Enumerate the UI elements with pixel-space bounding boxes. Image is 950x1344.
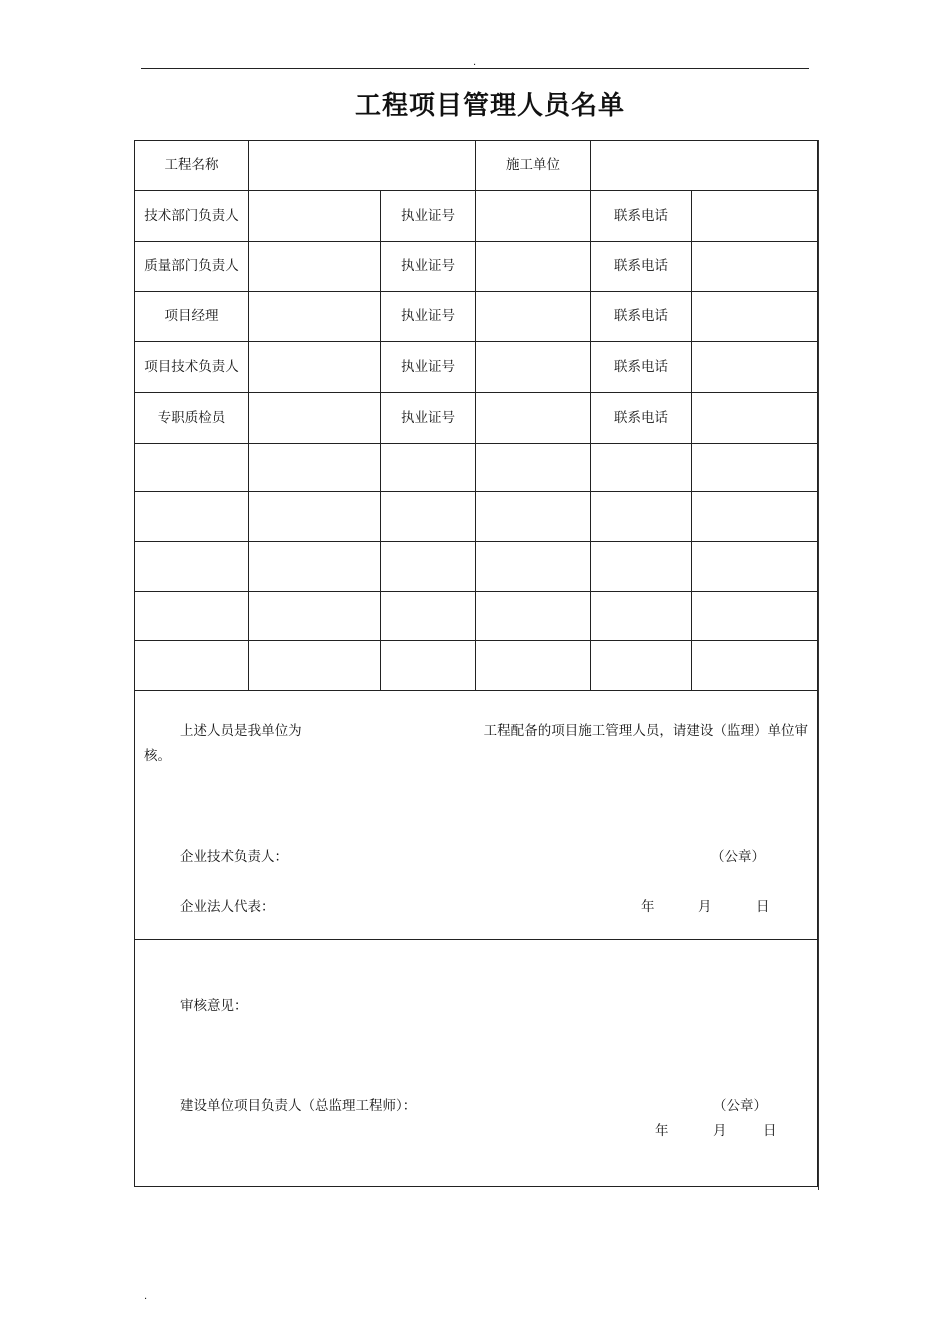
blank-cell[interactable] <box>692 444 818 492</box>
statement-prefix: 上述人员是我单位为 <box>180 723 302 739</box>
review-month-label: 月 <box>713 1123 727 1139</box>
project-name-value[interactable] <box>249 141 476 191</box>
blank-cell[interactable] <box>591 444 692 492</box>
personnel-row <box>135 191 818 242</box>
blank-cell[interactable] <box>692 542 818 592</box>
role-label: 质量部门负责人 <box>135 242 249 292</box>
blank-cell[interactable] <box>381 492 476 542</box>
name-cell[interactable] <box>249 342 381 393</box>
phone-label: 联系电话 <box>591 191 692 242</box>
statement-row <box>135 691 818 940</box>
role-label: 项目经理 <box>135 292 249 342</box>
name-cell[interactable] <box>249 393 381 444</box>
blank-cell[interactable] <box>476 542 591 592</box>
cert-label: 执业证号 <box>381 191 476 242</box>
month-label: 月 <box>698 899 712 915</box>
phone-value[interactable] <box>692 242 818 292</box>
blank-row <box>135 492 818 542</box>
project-row <box>135 141 818 191</box>
personnel-row <box>135 342 818 393</box>
review-day-label: 日 <box>763 1123 777 1139</box>
blank-row <box>135 542 818 592</box>
role-label: 项目技术负责人 <box>135 342 249 393</box>
personnel-table <box>134 140 818 1187</box>
review-seal-label: （公章） <box>713 1098 767 1114</box>
blank-cell[interactable] <box>381 444 476 492</box>
cert-value[interactable] <box>476 292 591 342</box>
personnel-row <box>135 292 818 342</box>
year-label: 年 <box>641 899 655 915</box>
cert-label: 执业证号 <box>381 242 476 292</box>
cert-value[interactable] <box>476 393 591 444</box>
phone-value[interactable] <box>692 191 818 242</box>
cert-label: 执业证号 <box>381 393 476 444</box>
blank-cell[interactable] <box>381 641 476 691</box>
blank-row <box>135 592 818 641</box>
blank-cell[interactable] <box>591 641 692 691</box>
phone-value[interactable] <box>692 342 818 393</box>
cert-label: 执业证号 <box>381 292 476 342</box>
name-cell[interactable] <box>249 292 381 342</box>
name-cell[interactable] <box>249 242 381 292</box>
cert-label: 执业证号 <box>381 342 476 393</box>
phone-value[interactable] <box>692 393 818 444</box>
blank-cell[interactable] <box>135 492 249 542</box>
seal-label: （公章） <box>711 849 765 865</box>
day-label: 日 <box>756 899 770 915</box>
phone-label: 联系电话 <box>591 292 692 342</box>
table-edge-line <box>818 140 819 1190</box>
blank-cell[interactable] <box>476 492 591 542</box>
blank-cell[interactable] <box>692 641 818 691</box>
review-opinion-label: 审核意见： <box>180 998 248 1014</box>
blank-cell[interactable] <box>591 542 692 592</box>
construction-unit-label: 施工单位 <box>476 141 591 191</box>
tech-lead-label: 企业技术负责人： <box>180 849 288 865</box>
legal-rep-label: 企业法人代表： <box>180 899 275 915</box>
statement-cell <box>135 691 818 940</box>
header-rule <box>141 68 809 69</box>
phone-label: 联系电话 <box>591 342 692 393</box>
blank-cell[interactable] <box>249 444 381 492</box>
phone-label: 联系电话 <box>591 242 692 292</box>
project-name-label: 工程名称 <box>135 141 249 191</box>
page-title: 工程项目管理人员名单 <box>354 91 625 121</box>
statement-suffix: 工程配备的项目施工管理人员，请建设（监理）单位审核。 <box>144 723 809 764</box>
blank-cell[interactable] <box>135 592 249 641</box>
name-cell[interactable] <box>249 191 381 242</box>
blank-cell[interactable] <box>591 492 692 542</box>
statement-text <box>144 719 808 769</box>
cert-value[interactable] <box>476 342 591 393</box>
header-dot: . <box>473 57 477 68</box>
blank-cell[interactable] <box>476 641 591 691</box>
blank-row <box>135 641 818 691</box>
blank-cell[interactable] <box>135 444 249 492</box>
personnel-row <box>135 242 818 292</box>
review-cell <box>135 940 818 1187</box>
cert-value[interactable] <box>476 242 591 292</box>
review-row <box>135 940 818 1187</box>
blank-cell[interactable] <box>692 592 818 641</box>
role-label: 技术部门负责人 <box>135 191 249 242</box>
blank-cell[interactable] <box>476 592 591 641</box>
blank-cell[interactable] <box>476 444 591 492</box>
blank-cell[interactable] <box>381 592 476 641</box>
blank-cell[interactable] <box>249 592 381 641</box>
phone-label: 联系电话 <box>591 393 692 444</box>
blank-cell[interactable] <box>249 641 381 691</box>
blank-cell[interactable] <box>381 542 476 592</box>
phone-value[interactable] <box>692 292 818 342</box>
footer-dot: . <box>144 1291 148 1302</box>
blank-cell[interactable] <box>135 542 249 592</box>
blank-cell[interactable] <box>249 492 381 542</box>
personnel-row <box>135 393 818 444</box>
blank-cell[interactable] <box>135 641 249 691</box>
review-year-label: 年 <box>655 1123 669 1139</box>
role-label: 专职质检员 <box>135 393 249 444</box>
blank-row <box>135 444 818 492</box>
blank-cell[interactable] <box>692 492 818 542</box>
owner-lead-label: 建设单位项目负责人（总监理工程师）： <box>180 1098 417 1114</box>
blank-cell[interactable] <box>249 542 381 592</box>
construction-unit-value[interactable] <box>591 141 818 191</box>
blank-cell[interactable] <box>591 592 692 641</box>
cert-value[interactable] <box>476 191 591 242</box>
